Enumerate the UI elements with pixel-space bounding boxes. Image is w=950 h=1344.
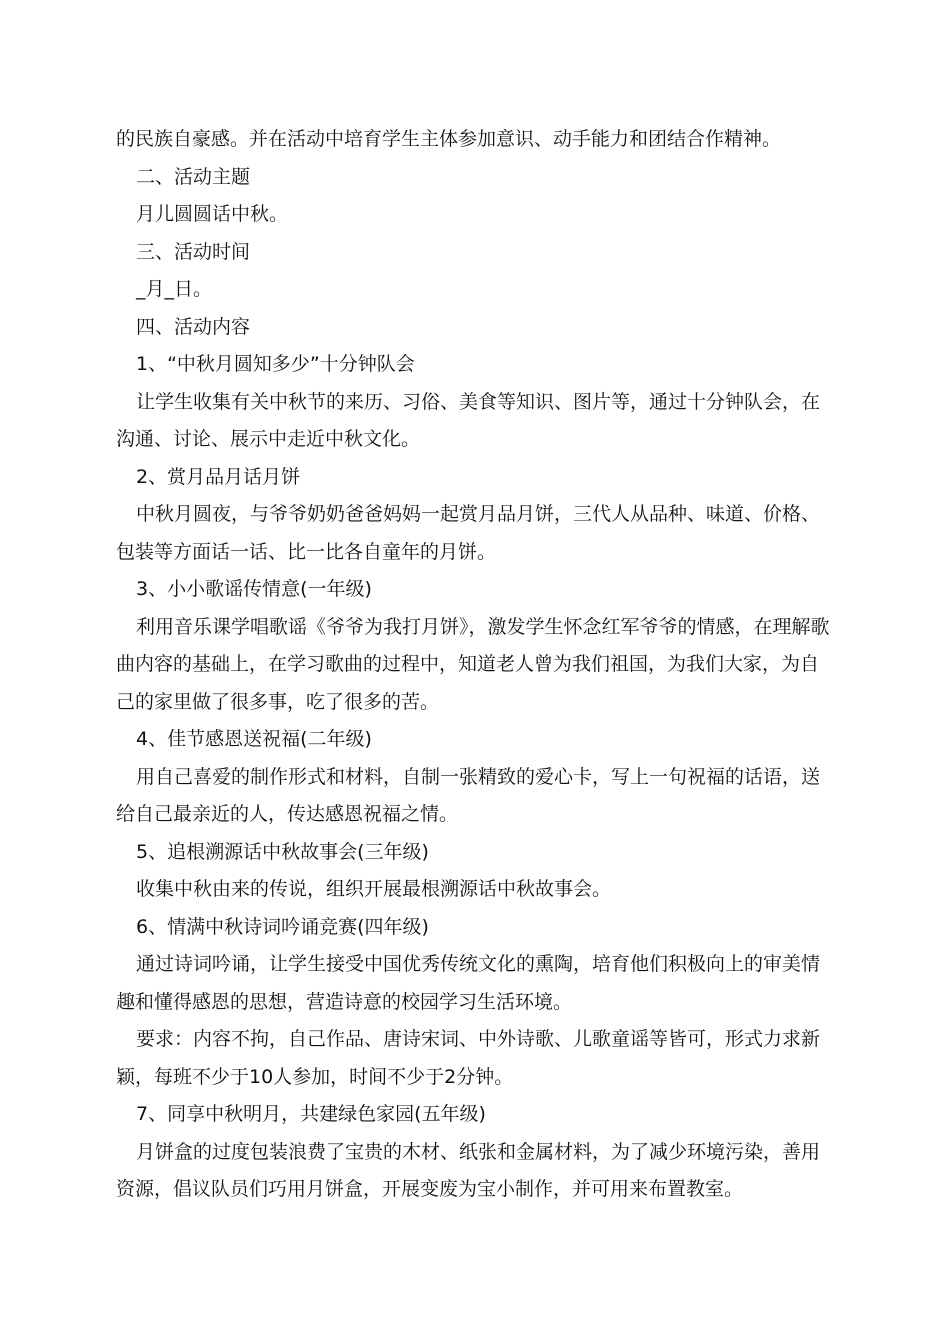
paragraph-activity-theme: 月儿圆圆话中秋。 bbox=[136, 203, 289, 225]
item-4-body: 用自己喜爱的制作形式和材料，自制一张精致的爱心卡，写上一句祝福的话语，送给自己最亲近的人，传达感恩祝福之情。 bbox=[116, 765, 821, 825]
item-2-body: 中秋月圆夜，与爷爷奶奶爸爸妈妈一起赏月品月饼，三代人从品种、味道、价格、包装等方面话一话、比一比各自童年的月饼。 bbox=[116, 503, 821, 563]
item-1-body: 让学生收集有关中秋节的来历、习俗、美食等知识、图片等，通过十分钟队会，在沟通、讨论、展示中走近中秋文化。 bbox=[116, 390, 821, 450]
item-6-requirements: 要求：内容不拘，自己作品、唐诗宋词、中外诗歌、儿歌童谣等皆可，形式力求新颖，每班不少于10人参加，时间不少于2分钟。 bbox=[116, 1028, 821, 1088]
heading-activity-theme: 二、活动主题 bbox=[136, 165, 251, 188]
paragraph-activity-time: _月_日。 bbox=[136, 278, 213, 300]
item-6-heading: 6、情满中秋诗词吟诵竞赛(四年级) bbox=[136, 915, 429, 938]
item-5-body: 收集中秋由来的传说，组织开展最根溯源话中秋故事会。 bbox=[136, 878, 612, 900]
item-3-body: 利用音乐课学唱歌谣《爷爷为我打月饼》，激发学生怀念红军爷爷的情感，在理解歌曲内容的基础上，在学习歌曲的过程中，知道老人曾为我们祖国，为我们大家，为自己的家里做了很多事，吃了很多的苦。 bbox=[116, 615, 830, 713]
document-body bbox=[116, 121, 836, 1209]
item-7-body: 月饼盒的过度包装浪费了宝贵的木材、纸张和金属材料，为了减少环境污染，善用资源，倡议队员们巧用月饼盒，开展变废为宝小制作，并可用来布置教室。 bbox=[116, 1140, 821, 1200]
item-1-heading: 1、“中秋月圆知多少”十分钟队会 bbox=[136, 353, 415, 375]
item-2-heading: 2、赏月品月话月饼 bbox=[136, 465, 301, 488]
item-5-heading: 5、追根溯源话中秋故事会(三年级) bbox=[136, 840, 429, 863]
item-6-body: 通过诗词吟诵，让学生接受中国优秀传统文化的熏陶，培育他们积极向上的审美情趣和懂得感恩的思想，营造诗意的校园学习生活环境。 bbox=[116, 953, 821, 1013]
item-7-heading: 7、同享中秋明月，共建绿色家园(五年级) bbox=[136, 1103, 486, 1125]
heading-activity-content: 四、活动内容 bbox=[136, 315, 251, 338]
item-4-heading: 4、佳节感恩送祝福(二年级) bbox=[136, 728, 372, 750]
paragraph-intro-continuation: 的民族自豪感。并在活动中培育学生主体参加意识、动手能力和团结合作精神。 bbox=[116, 128, 782, 150]
item-3-heading: 3、小小歌谣传情意(一年级) bbox=[136, 578, 372, 600]
heading-activity-time: 三、活动时间 bbox=[136, 240, 251, 263]
